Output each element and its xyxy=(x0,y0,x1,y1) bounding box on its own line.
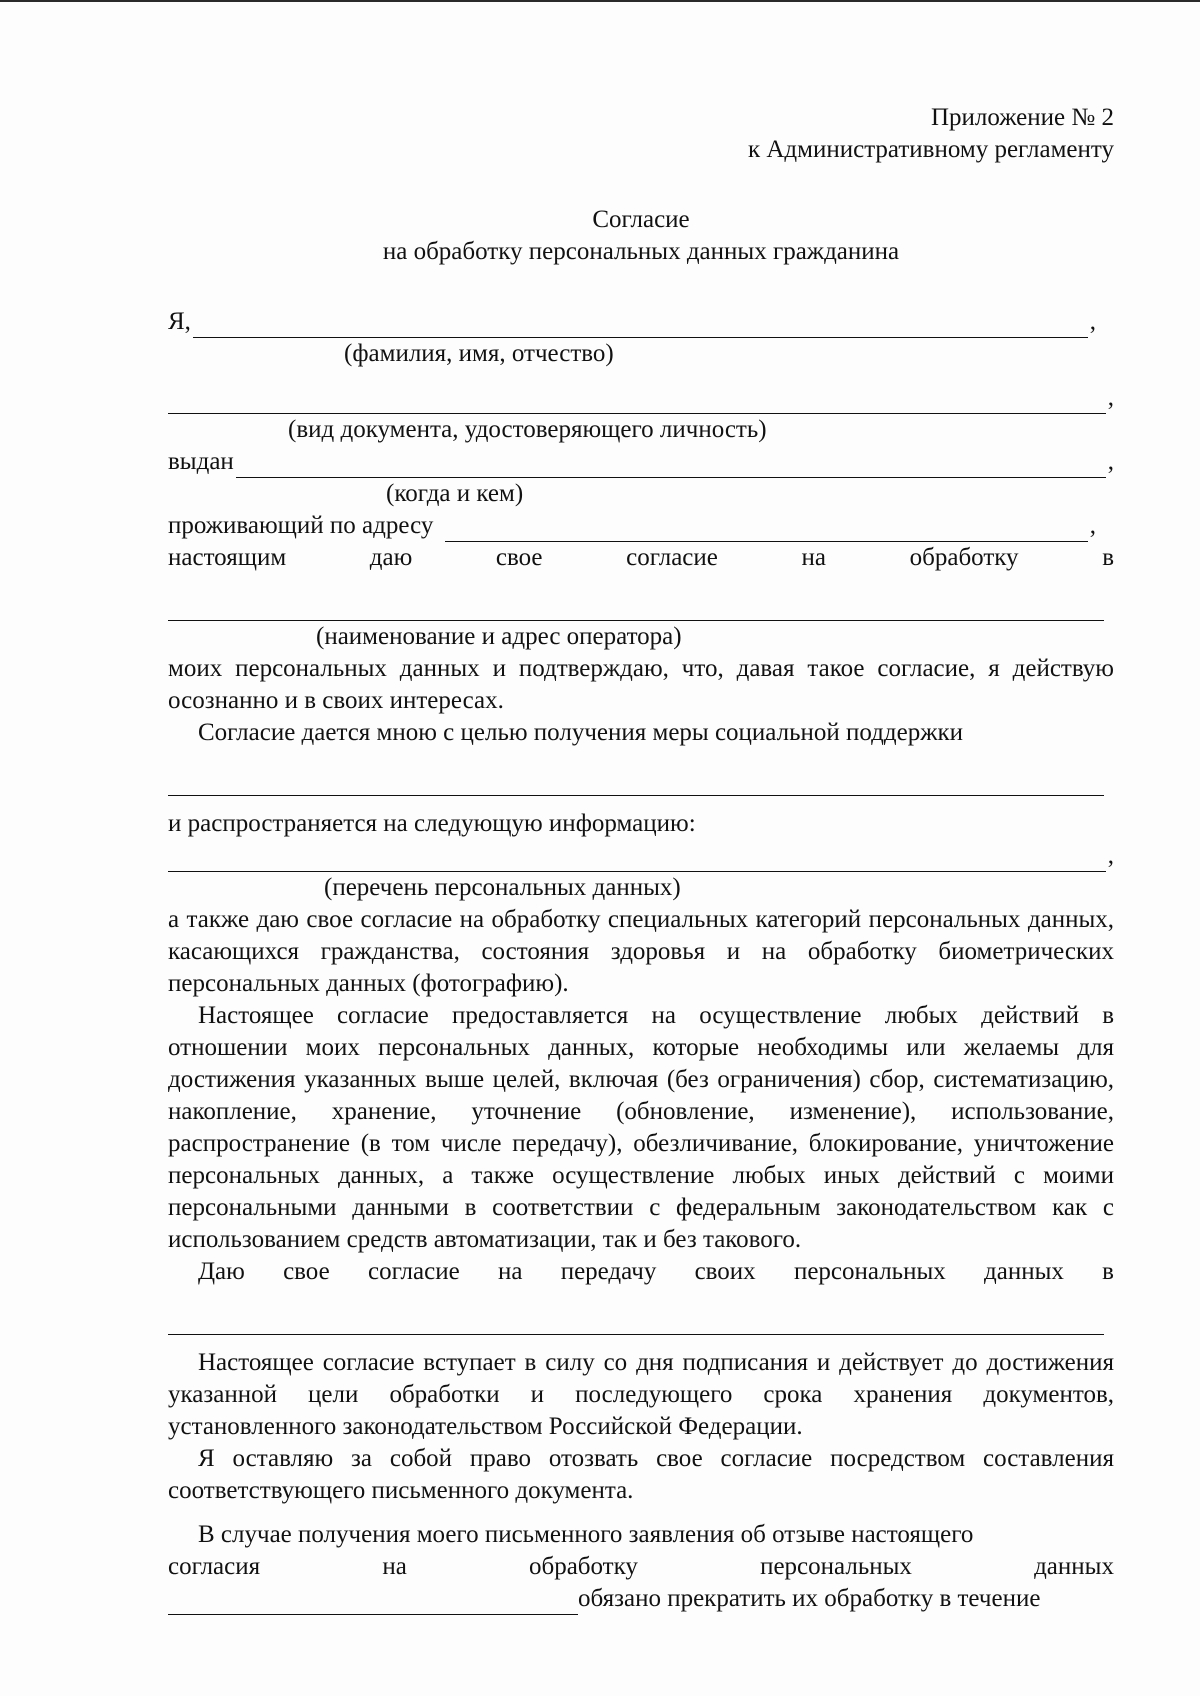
appendix-number: Приложение № 2 xyxy=(930,104,1114,131)
address-row xyxy=(168,510,1096,542)
obliged-operator-field[interactable] xyxy=(168,1592,578,1615)
fio-caption: (фамилия, имя, отчество) xyxy=(344,340,614,367)
transfer-word: своих xyxy=(694,1258,756,1285)
consent-word: согласие xyxy=(626,544,718,571)
issued-field[interactable] xyxy=(236,455,1106,478)
fio-field[interactable] xyxy=(193,315,1088,338)
transfer-word: передачу xyxy=(560,1258,657,1285)
data-list-comma: , xyxy=(1107,842,1114,869)
withdrawal-word: персональных xyxy=(760,1553,912,1580)
document-caption: (вид документа, удостоверяющего личность) xyxy=(288,416,767,443)
address-comma: , xyxy=(1089,512,1096,539)
data-list-caption: (перечень персональных данных) xyxy=(324,874,681,901)
paragraph-applies: и распространяется на следующую информацию: xyxy=(168,810,696,837)
transfer-word: Даю xyxy=(198,1258,245,1285)
transfer-word: в xyxy=(1102,1258,1114,1285)
transfer-word: данных xyxy=(984,1258,1064,1285)
paragraph-actions: Настоящее согласие предоставляется на осуществление любых действий в отношении моих персональных данных, которые необходимы или желаемы для достижения указанных выше целей, включая (без ограничения) сбор, систематизацию, накопление, хранение, уточнение (обновление, изменение), использование, распространение (в том числе передачу), обезличивание, блокирование, уничтожение персональных данных, а также осуществление любых иных действий с моими персональными данными в соответствии с федеральным законодательством как с использованием средств автоматизации, так и без такового. xyxy=(168,1002,1114,1253)
transfer-recipient-field[interactable] xyxy=(168,1312,1104,1335)
consent-word: даю xyxy=(369,544,413,571)
operator-field[interactable] xyxy=(168,598,1104,621)
fio-row xyxy=(168,306,1096,338)
purpose-field[interactable] xyxy=(168,773,1104,796)
consent-word: в xyxy=(1102,544,1114,571)
consent-line xyxy=(168,542,1114,574)
document-subtitle: на обработку персональных данных гражданина xyxy=(382,238,900,265)
transfer-line xyxy=(168,1256,1114,1288)
consent-word: свое xyxy=(495,544,543,571)
paragraph-withdrawal-right: Я оставляю за собой право отозвать свое согласие посредством составления соответствующего письменного документа. xyxy=(168,1445,1114,1504)
data-list-field[interactable] xyxy=(168,849,1106,872)
withdrawal-word: данных xyxy=(1034,1553,1114,1580)
operator-obligation-row xyxy=(168,1583,1114,1615)
issued-caption: (когда и кем) xyxy=(386,480,524,507)
paragraph-special-categories: а также даю свое согласие на обработку специальных категорий персональных данных, касающихся гражданства, состояния здоровья и на обработку биометрических персональных данных (фотографию). xyxy=(168,906,1114,997)
consent-word: настоящим xyxy=(168,544,287,571)
withdrawal-words-line xyxy=(168,1551,1114,1583)
document-content xyxy=(168,102,1114,1615)
transfer-word: на xyxy=(497,1258,523,1285)
withdrawal-word: обработку xyxy=(528,1553,638,1580)
address-field[interactable] xyxy=(445,519,1087,542)
paragraph-withdrawal-case: В случае получения моего письменного заявления об отзыве настоящего xyxy=(198,1521,974,1548)
paragraph-awareness: моих персональных данных и подтверждаю, что, давая такое согласие, я действую осознанно и в своих интересах. xyxy=(168,655,1114,714)
appendix-reference: к Административному регламенту xyxy=(747,136,1114,163)
identity-document-field[interactable] xyxy=(168,391,1106,414)
consent-word: на xyxy=(801,544,826,571)
paragraph-purpose: Согласие дается мною с целью получения меры социальной поддержки xyxy=(198,719,964,746)
issued-label: выдан xyxy=(168,448,234,475)
document-title: Согласие xyxy=(592,206,690,233)
address-label: проживающий по адресу xyxy=(168,512,434,539)
paragraph-validity: Настоящее согласие вступает в силу со дня подписания и действует до достижения указанной цели обработки и последующего срока хранения документов, установленного законодательством Российской Федерации. xyxy=(168,1349,1114,1440)
transfer-word: согласие xyxy=(367,1258,460,1285)
transfer-word: персональных xyxy=(793,1258,946,1285)
consent-word: обработку xyxy=(909,544,1019,571)
transfer-word: свое xyxy=(283,1258,330,1285)
operator-caption: (наименование и адрес оператора) xyxy=(316,623,682,650)
issued-comma: , xyxy=(1107,448,1114,475)
fio-comma: , xyxy=(1089,308,1096,335)
issued-row xyxy=(168,446,1114,478)
data-list-row xyxy=(168,840,1114,872)
obligation-text: обязано прекратить их обработку в течение xyxy=(578,1585,1041,1612)
withdrawal-word: согласия xyxy=(168,1553,261,1580)
withdrawal-word: на xyxy=(382,1553,407,1580)
document-row xyxy=(168,382,1114,414)
document-comma: , xyxy=(1107,384,1114,411)
i-prefix: Я, xyxy=(168,308,191,335)
